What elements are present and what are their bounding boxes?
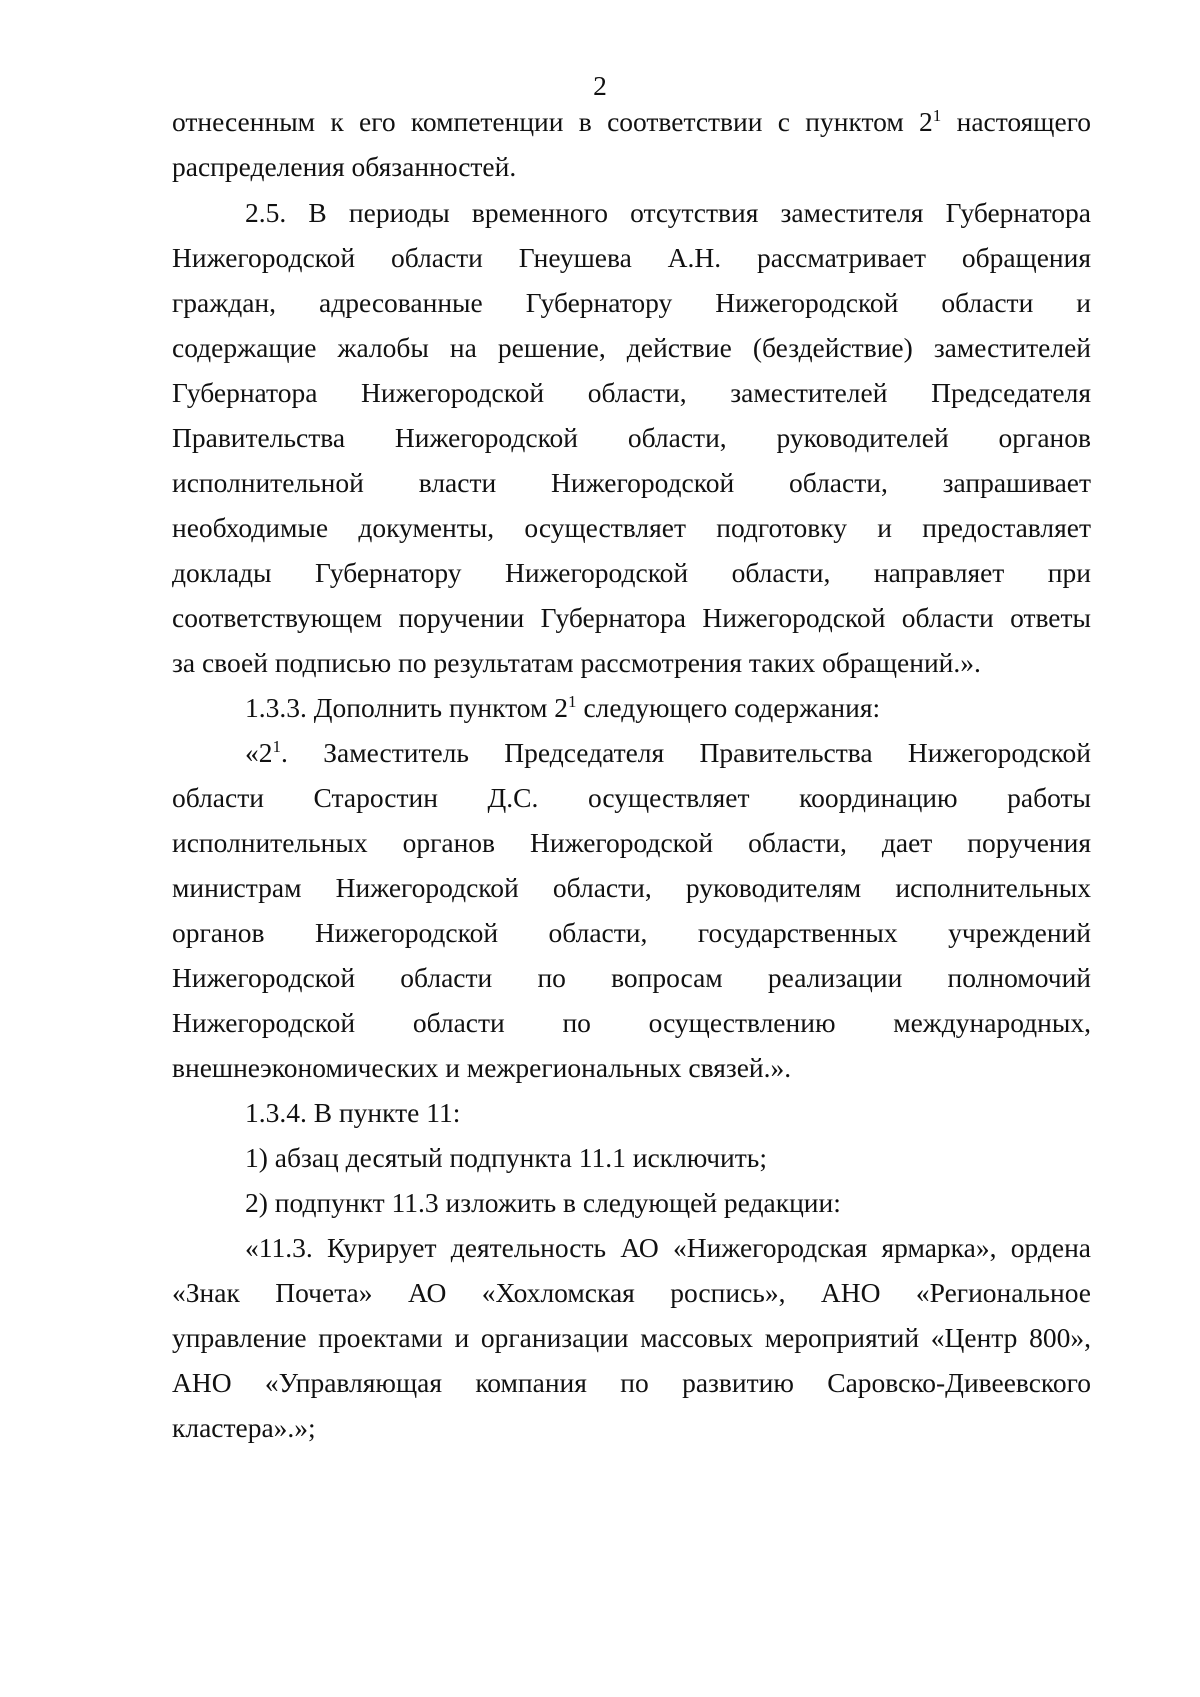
text-line: АНО «Управляющая компания по развитию Саровско-Дивеевского	[172, 1367, 1091, 1398]
text-line: доклады Губернатору Нижегородской области, направляет при	[172, 557, 1091, 588]
superscript: 1	[932, 105, 942, 125]
superscript: 1	[272, 736, 282, 756]
paragraph-first-line: «$2^1$. Заместитель Председателя Правительства Нижегородской	[245, 736, 1091, 768]
text-line: области Старостин Д.С. осуществляет координацию работы	[172, 782, 1091, 813]
text-line: распределения обязанностей.	[172, 151, 517, 182]
paragraph-first-line: «11.3. Курирует деятельность АО «Нижегородская ярмарка», ордена	[245, 1232, 1091, 1263]
page-number: 2	[593, 70, 607, 101]
text-line: исполнительной власти Нижегородской области, запрашивает	[172, 467, 1091, 498]
text-line: содержащие жалобы на решение, действие (бездействие) заместителей	[172, 332, 1091, 363]
text-line: соответствующем поручении Губернатора Нижегородской области ответы	[172, 602, 1091, 633]
paragraph-first-line: 1.3.3. Дополнить пунктом $2^1$ следующего содержания:	[245, 691, 881, 723]
text-line: органов Нижегородской области, государственных учреждений	[172, 917, 1091, 948]
text-line: граждан, адресованные Губернатору Нижегородской области и	[172, 287, 1091, 318]
paragraph-first-line: 2.5. В периоды временного отсутствия заместителя Губернатора	[245, 197, 1091, 228]
text-line: внешнеэкономических и межрегиональных связей.».	[172, 1052, 792, 1083]
text-line: Нижегородской области по вопросам реализации полномочий	[172, 962, 1091, 993]
paragraph-first-line: 1) абзац десятый подпункта 11.1 исключить;	[245, 1142, 767, 1173]
text-line: Губернатора Нижегородской области, заместителей Председателя	[172, 377, 1091, 408]
text-line: кластера».»;	[172, 1412, 316, 1443]
text-line: управление проектами и организации массовых мероприятий «Центр 800»,	[172, 1322, 1091, 1353]
text-line: министрам Нижегородской области, руководителям исполнительных	[172, 872, 1091, 903]
paragraph-first-line: 1.3.4. В пункте 11:	[245, 1097, 461, 1128]
text-line: «Знак Почета» АО «Хохломская роспись», АНО «Региональное	[172, 1277, 1091, 1308]
text-line: отнесенным к его компетенции в соответствии с пунктом $2^1$ настоящего	[172, 105, 1091, 137]
text-line: за своей подписью по результатам рассмотрения таких обращений.».	[172, 647, 981, 678]
text-line: исполнительных органов Нижегородской области, дает поручения	[172, 827, 1091, 858]
text-line: Нижегородской области по осуществлению международных,	[172, 1007, 1091, 1038]
paragraph-first-line: 2) подпункт 11.3 изложить в следующей редакции:	[245, 1187, 841, 1218]
text-line: необходимые документы, осуществляет подготовку и предоставляет	[172, 512, 1091, 543]
text-line: Нижегородской области Гнеушева А.Н. рассматривает обращения	[172, 242, 1091, 273]
text-line: Правительства Нижегородской области, руководителей органов	[172, 422, 1091, 453]
superscript: 1	[568, 691, 577, 711]
